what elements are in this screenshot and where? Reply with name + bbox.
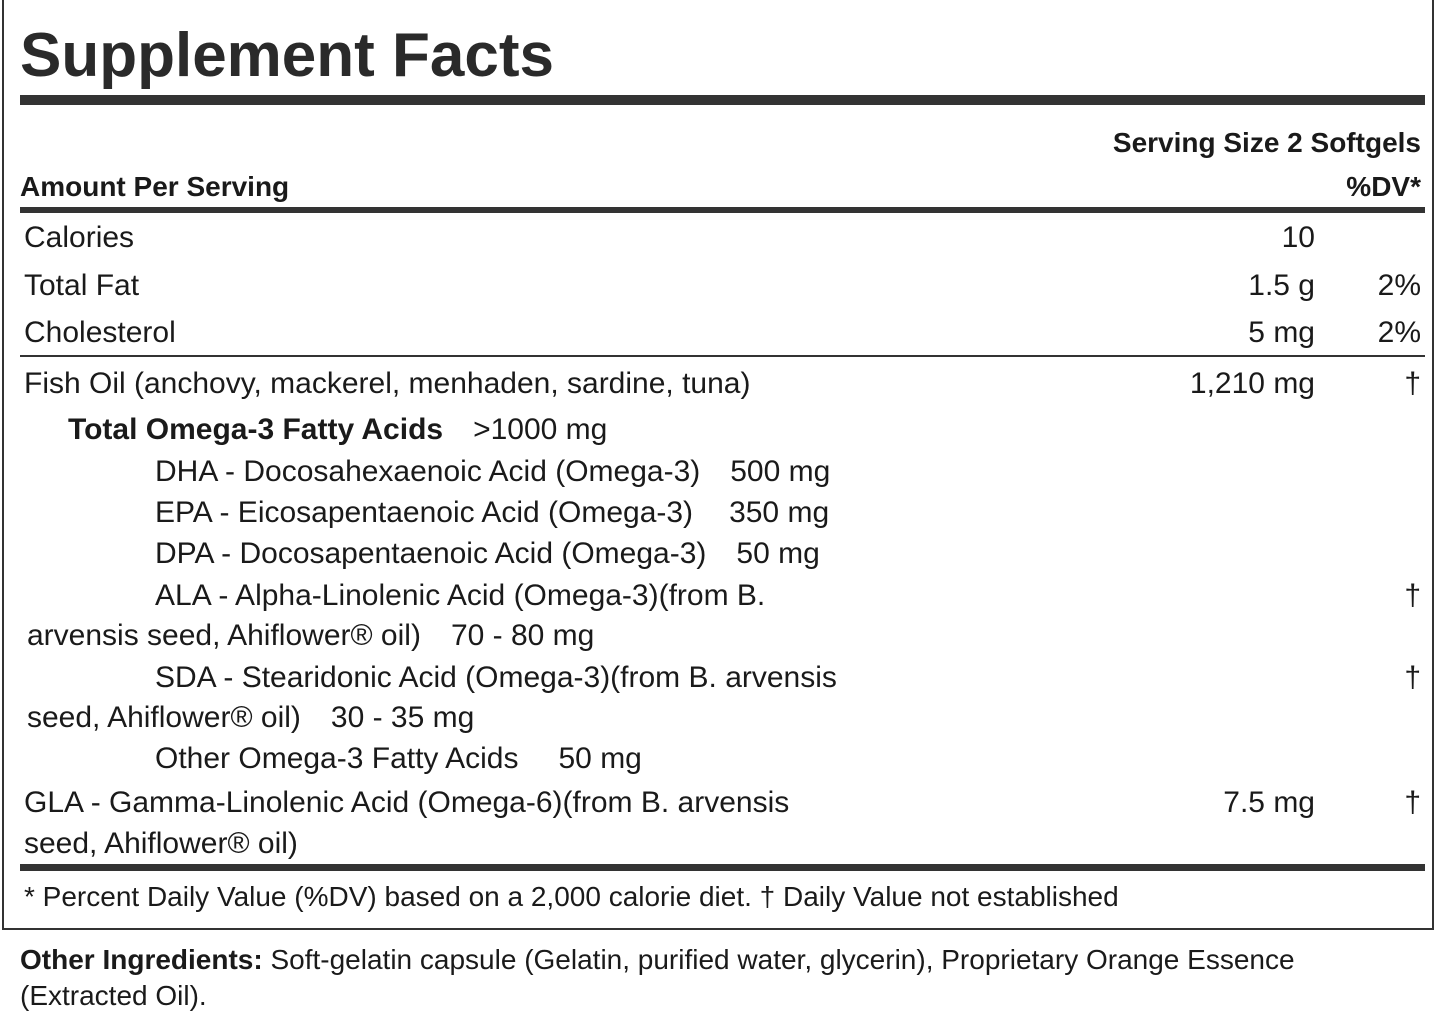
- nutrient-row: [0, 267, 1445, 305]
- nutrient-label: Cholesterol: [24, 316, 176, 349]
- nutrient-amount: 5 mg: [1248, 316, 1315, 349]
- nutrient-amount: 1.5 g: [1248, 269, 1315, 302]
- gla-row-cont: [0, 825, 1445, 863]
- sda-row-cont: [0, 699, 1445, 737]
- dv-header: %DV*: [1346, 171, 1421, 202]
- gla-label-cont: seed, Ahiflower® oil): [24, 827, 298, 860]
- sub-item-amount: 350 mg: [729, 496, 830, 529]
- omega3-total-amount: >1000 mg: [473, 413, 608, 446]
- fish-oil-row: [0, 365, 1445, 403]
- amount-per-serving: Amount Per Serving: [20, 171, 290, 202]
- ala-amount: 70 - 80 mg: [450, 619, 595, 652]
- sda-label: SDA - Stearidonic Acid (Omega-3)(from B. arvensis: [155, 661, 837, 694]
- sda-dv: †: [1404, 661, 1421, 694]
- other-omega3-label: Other Omega-3 Fatty Acids: [155, 742, 519, 775]
- sda-amount: 30 - 35 mg: [330, 701, 475, 734]
- sub-item-row: [0, 494, 1445, 532]
- ala-dv: †: [1404, 579, 1421, 612]
- sda-row: [0, 659, 1445, 697]
- gla-label: GLA - Gamma-Linolenic Acid (Omega-6)(from B. arvensis: [24, 786, 790, 819]
- nutrient-row: [0, 314, 1445, 352]
- sub-item-row: [0, 453, 1445, 491]
- other-ingredients-label: Other Ingredients:: [20, 944, 263, 975]
- nutrient-dv: 2%: [1377, 269, 1421, 302]
- divider-thick: [20, 95, 1425, 105]
- serving-size: Serving Size 2 Softgels: [1112, 127, 1421, 158]
- sub-item-row: [0, 535, 1445, 573]
- sub-item-label: DPA - Docosapentaenoic Acid (Omega-3): [155, 537, 707, 570]
- nutrient-amount: 10: [1281, 221, 1315, 254]
- gla-row: [0, 784, 1445, 822]
- ala-row-cont: [0, 617, 1445, 655]
- nutrient-row: [0, 219, 1445, 257]
- gla-amount: 7.5 mg: [1223, 786, 1315, 819]
- ala-label-cont: arvensis seed, Ahiflower® oil): [27, 619, 421, 652]
- page-title: Supplement Facts: [20, 21, 554, 90]
- gla-dv: †: [1404, 786, 1421, 819]
- nutrient-label: Total Fat: [24, 269, 140, 302]
- footnote: * Percent Daily Value (%DV) based on a 2,000 calorie diet. † Daily Value not established: [24, 881, 1119, 912]
- nutrient-label: Calories: [24, 221, 135, 254]
- other-omega3-amount: 50 mg: [558, 742, 642, 775]
- ala-row: [0, 577, 1445, 615]
- sub-item-amount: 500 mg: [730, 455, 831, 488]
- nutrient-dv: 2%: [1377, 316, 1421, 349]
- serving-size-row: [0, 124, 1445, 162]
- sub-item-amount: 50 mg: [736, 537, 820, 570]
- divider-thin: [20, 355, 1425, 357]
- fish-oil-amount: 1,210 mg: [1189, 367, 1315, 400]
- ala-label: ALA - Alpha-Linolenic Acid (Omega-3)(from B.: [155, 579, 766, 612]
- omega3-total-row: [0, 411, 1445, 449]
- fish-oil-label: Fish Oil (anchovy, mackerel, menhaden, sardine, tuna): [24, 367, 751, 400]
- sub-item-label: EPA - Eicosapentaenoic Acid (Omega-3): [155, 496, 694, 529]
- omega3-total-label: Total Omega-3 Fatty Acids: [68, 413, 444, 446]
- divider-thick: [20, 864, 1425, 871]
- amount-header-row: [0, 168, 1445, 206]
- other-ingredients: [20, 942, 1380, 1014]
- sda-label-cont: seed, Ahiflower® oil): [27, 701, 301, 734]
- other-omega3-row: [0, 740, 1445, 778]
- divider-medium: [20, 207, 1425, 213]
- fish-oil-dv: †: [1404, 367, 1421, 400]
- sub-item-label: DHA - Docosahexaenoic Acid (Omega-3): [155, 455, 701, 488]
- other-ingredients-text: Soft-gelatin capsule (Gelatin, purified water, glycerin), Proprietary Orange Essence (Extracted Oil).: [20, 944, 1295, 1011]
